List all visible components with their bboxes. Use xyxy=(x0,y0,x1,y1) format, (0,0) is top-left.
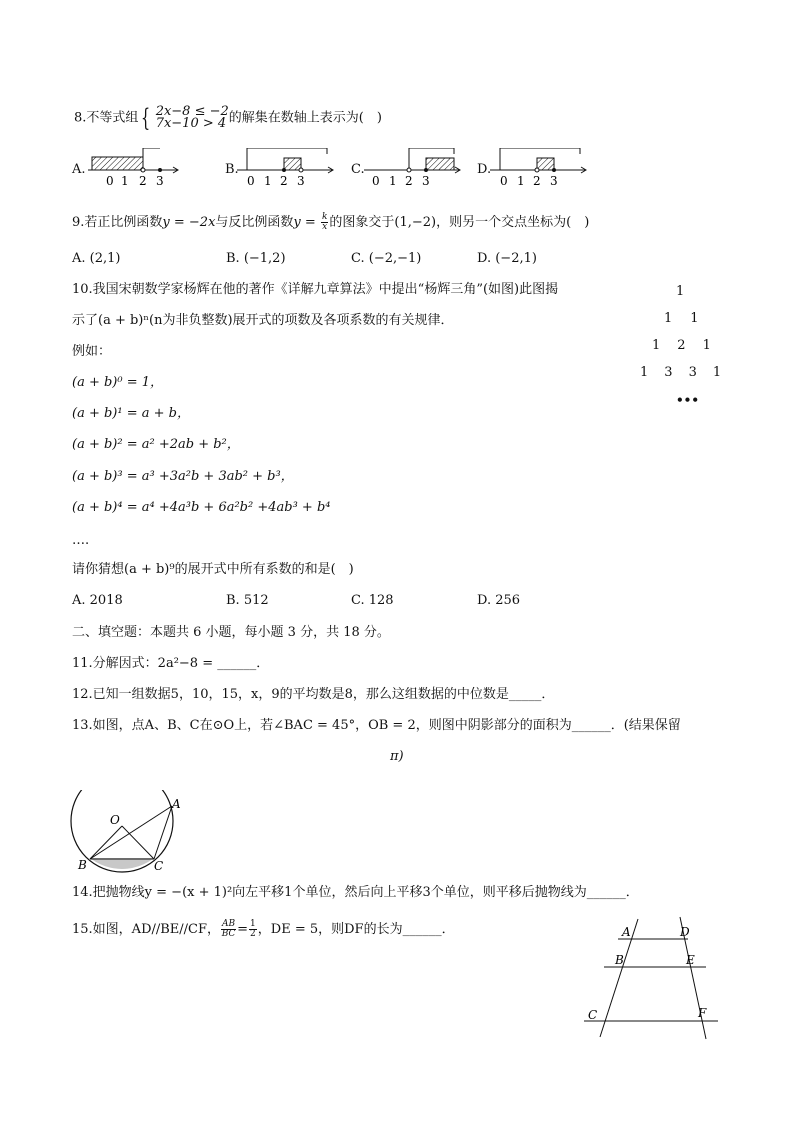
label-a: A xyxy=(172,797,181,811)
tick-0: 0 xyxy=(247,174,255,188)
q8-option-c-label: C. xyxy=(351,162,365,177)
q15-tail: ，DE = 5，则DF的长为______． xyxy=(257,922,455,937)
q10-formula-0: (a + b)⁰ = 1， xyxy=(72,375,164,390)
label-o: O xyxy=(110,813,120,827)
segment-ba xyxy=(90,806,172,859)
q8-option-a-label: A. xyxy=(72,162,86,177)
open-point xyxy=(299,168,303,172)
triangle-num: 1 xyxy=(690,311,699,326)
triangle-num: 3 xyxy=(688,365,697,380)
shaded-region xyxy=(92,157,143,170)
triangle-row-0 xyxy=(676,284,684,300)
q10-option-d: D. 256 xyxy=(477,593,521,608)
q15-eq: = xyxy=(237,922,249,937)
triangle-row-3 xyxy=(640,365,721,381)
q10-example: 例如： xyxy=(72,344,112,359)
triangle-more: ••• xyxy=(676,393,700,407)
brace-symbol: { xyxy=(141,104,151,132)
q8-option-a-numberline xyxy=(82,148,182,190)
triangle-row-2 xyxy=(652,338,711,354)
q10-question: 请你猜想(a + b)⁹的展开式中所有系数的和是( ) xyxy=(72,562,354,577)
shaded-region xyxy=(426,158,454,170)
closed-point xyxy=(282,168,286,172)
tick-3: 3 xyxy=(297,174,305,188)
q8-option-c-numberline xyxy=(364,148,464,190)
q9-frac-den: x xyxy=(322,222,328,232)
tick-3: 3 xyxy=(550,174,558,188)
q9-option-a: A. (2,1) xyxy=(72,251,121,266)
label-c: C xyxy=(154,859,164,873)
q10-formula-3: (a + b)³ = a³ +3a²b + 3ab² + b³， xyxy=(72,469,294,484)
section2-heading: 二、填空题：本题共 6 小题，每小题 3 分，共 18 分。 xyxy=(72,625,390,640)
triangle-num: 1 xyxy=(640,365,649,380)
transversal-left xyxy=(600,919,638,1037)
q9-option-c: C. (−2,−1) xyxy=(351,251,422,266)
tick-2: 2 xyxy=(280,174,288,188)
q9-option-b: B. (−1,2) xyxy=(226,251,286,266)
open-point xyxy=(407,168,411,172)
q8-line1: 2x−8 ≤ −2 xyxy=(155,104,229,119)
q15-before: 15.如图，AD//BE//CF， xyxy=(72,922,221,937)
segment-oc xyxy=(122,826,154,859)
q10-option-a: A. 2018 xyxy=(72,593,123,608)
q13-line2: π) xyxy=(390,749,404,764)
triangle-num: 1 xyxy=(702,338,711,353)
q9-fraction xyxy=(321,213,328,232)
q10-line2: 示了(a + b)ⁿ(n为非负整数)展开式的项数及各项系数的有关规律． xyxy=(72,313,454,328)
q8-stem-after: 的解集在数轴上表示为( ) xyxy=(228,110,382,126)
tick-1: 1 xyxy=(389,174,397,188)
triangle-num: 1 xyxy=(676,284,685,299)
label-c: C xyxy=(588,1008,598,1022)
label-b: B xyxy=(78,858,87,872)
q8-system xyxy=(156,106,229,130)
q9-tail: ，则另一个交点坐标为( ) xyxy=(436,215,590,230)
triangle-num: 1 xyxy=(664,311,673,326)
q9-stem xyxy=(72,213,589,232)
tick-3: 3 xyxy=(422,174,430,188)
triangle-num: 1 xyxy=(712,365,722,380)
open-point xyxy=(141,168,145,172)
tick-1: 1 xyxy=(517,174,525,188)
q15-half xyxy=(249,920,257,939)
q9-frac-num: k xyxy=(321,212,328,222)
tick-0: 0 xyxy=(106,174,114,188)
q10-formula-4: (a + b)⁴ = a⁴ +4a³b + 6a²b² +4ab³ + b⁴ xyxy=(72,500,331,515)
q15-stem xyxy=(72,920,455,939)
tick-0: 0 xyxy=(372,174,380,188)
q9-option-d: D. (−2,1) xyxy=(477,251,537,266)
tick-2: 2 xyxy=(139,174,147,188)
q15-half-den: 2 xyxy=(250,929,256,939)
q13-line1: 13.如图，点A、B、C在⊙O上，若∠BAC = 45°，OB = 2，则图中阴影部分的面积为______．(结果保留 xyxy=(72,718,681,733)
tick-1: 1 xyxy=(264,174,272,188)
q11: 11.分解因式：2a²−8 = ______． xyxy=(72,656,270,671)
q10-option-c: C. 128 xyxy=(351,593,394,608)
tick-2: 2 xyxy=(533,174,541,188)
closed-point xyxy=(158,168,162,172)
q9-stem-after: 的图象交于 xyxy=(329,215,395,230)
tick-0: 0 xyxy=(500,174,508,188)
q8-option-b-numberline xyxy=(237,148,337,190)
q8-line2: 7x−10 > 4 xyxy=(155,116,227,131)
triangle-row-1 xyxy=(664,311,699,327)
q14: 14.把抛物线y = −(x + 1)²向左平移1个单位，然后向上平移3个单位，则平移后抛物线为______． xyxy=(72,885,639,900)
triangle-num: 3 xyxy=(664,365,673,380)
triangle-num: 2 xyxy=(677,338,686,353)
label-d: D xyxy=(680,925,690,939)
tick-3: 3 xyxy=(156,174,164,188)
q9-stem-before: 9.若正比例函数 xyxy=(72,215,163,230)
label-a: A xyxy=(622,925,631,939)
q9-point: (1,−2) xyxy=(394,215,437,230)
segment-ob xyxy=(90,826,122,859)
q9-f2: y = xyxy=(293,215,320,230)
q15-frac-num: AB xyxy=(222,919,236,929)
q8-option-d-label: D. xyxy=(477,162,492,177)
q15-figure xyxy=(580,915,725,1040)
q9-mid: 与反比例函数 xyxy=(215,215,294,230)
label-f: F xyxy=(698,1006,707,1020)
open-point xyxy=(535,168,539,172)
shaded-region xyxy=(284,158,301,170)
q15-ratio xyxy=(221,920,236,939)
tick-1: 1 xyxy=(121,174,129,188)
label-b: B xyxy=(615,953,624,967)
q10-formula-1: (a + b)¹ = a + b， xyxy=(72,406,190,421)
tick-2: 2 xyxy=(405,174,413,188)
q10-line1: 10.我国宋朝数学家杨辉在他的著作《详解九章算法》中提出“杨辉三角”(如图)此图揭 xyxy=(72,282,559,297)
label-e: E xyxy=(686,953,695,967)
q9-f1: y = −2x xyxy=(162,215,216,230)
q8-option-b-label: B. xyxy=(225,162,239,177)
shaded-region xyxy=(537,158,554,170)
closed-point xyxy=(424,168,428,172)
q10-formula-2: (a + b)² = a² +2ab + b²， xyxy=(72,437,240,452)
q12: 12.已知一组数据5，10，15，x，9的平均数是8，那么这组数据的中位数是_____． xyxy=(72,687,555,702)
q8-option-d-numberline xyxy=(490,148,590,190)
q13-figure xyxy=(66,790,196,880)
q15-frac-den: BC xyxy=(221,929,236,939)
q10-option-b: B. 512 xyxy=(226,593,269,608)
closed-point xyxy=(552,168,556,172)
q15-half-num: 1 xyxy=(250,919,256,929)
q10-ellipsis: …. xyxy=(72,533,90,548)
q8-stem xyxy=(74,106,382,130)
q8-stem-before: 8.不等式组 xyxy=(74,110,139,126)
triangle-num: 1 xyxy=(652,338,661,353)
